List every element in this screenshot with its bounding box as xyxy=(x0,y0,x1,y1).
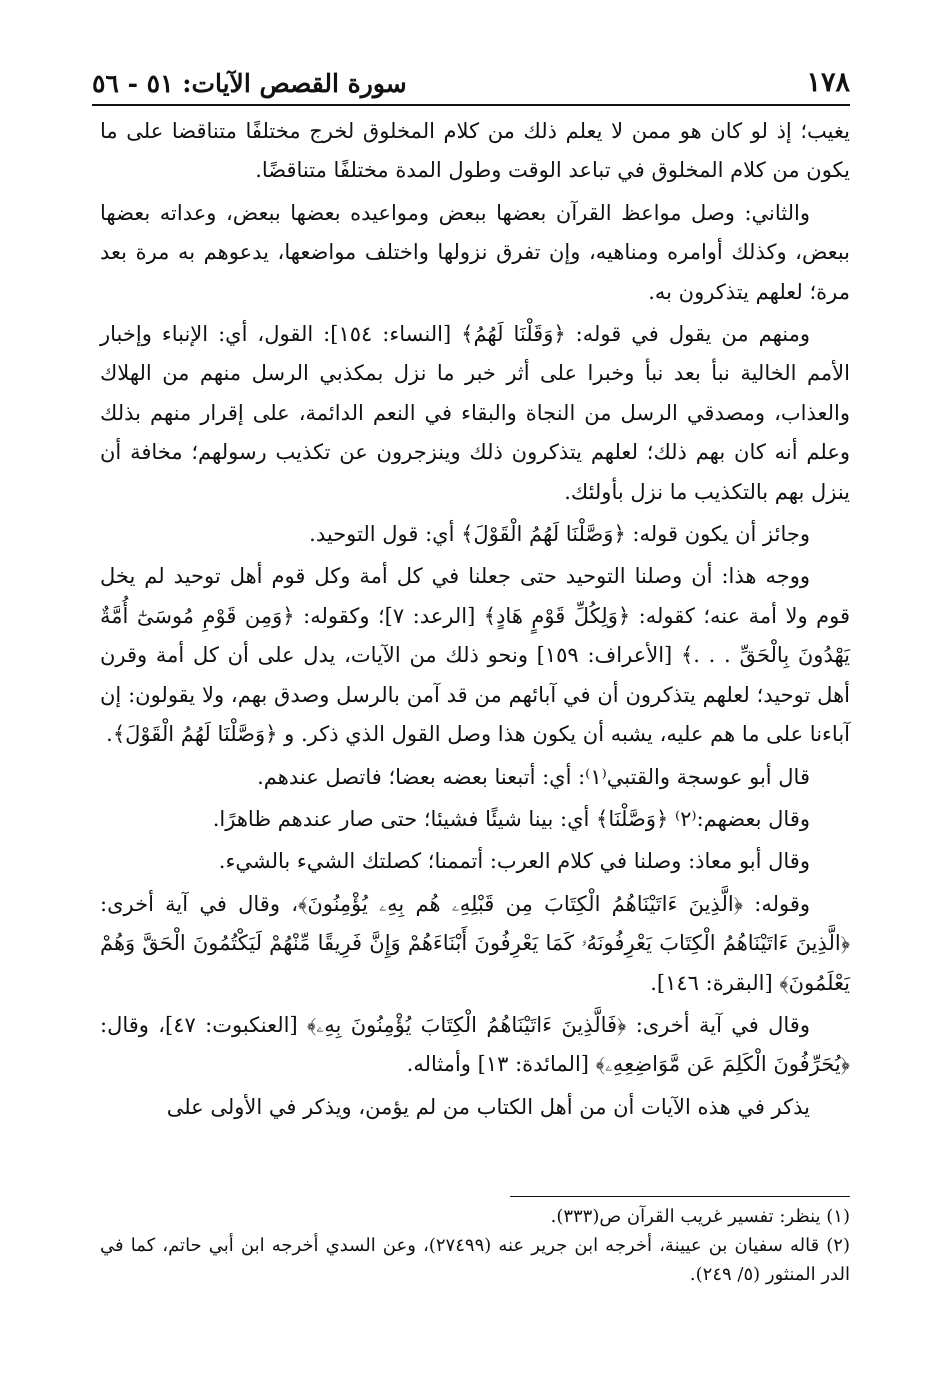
paragraph: وجائز أن يكون قوله: ﴿وَصَّلْنَا لَهُمُ الْقَوْلَ﴾ أي: قول التوحيد. xyxy=(309,522,810,547)
paragraph: وقال بعضهم:⁽٢⁾ ﴿وَصَّلْنَا﴾ أي: بينا شيئًا فشيئا؛ حتى صار عندهم ظاهرًا. xyxy=(212,806,810,831)
paragraph: والثاني: وصل مواعظ القرآن بعضها ببعض ومواعيده بعضها ببعض، وعداته بعضها ببعض، وكذلك أوامره ومناهيه، وإن تفرق نزولها واختلف مواضعها، يدعوهم به مرة بعد مرة؛ لعلهم يتذكرون به. xyxy=(100,200,850,304)
paragraph: وقال أبو معاذ: وصلنا في كلام العرب: أتممنا؛ كصلتك الشيء بالشيء. xyxy=(218,849,810,874)
paragraph: قال أبو عوسجة والقتبي⁽١⁾: أي: أتبعنا بعضه بعضا؛ فاتصل عندهم. xyxy=(257,764,810,789)
paragraph: يغيب؛ إذ لو كان هو ممن لا يعلم ذلك من كلام المخلوق لخرج مختلفًا متناقضا على ما يكون من كلام المخلوق في تباعد الوقت وطول المدة مختلفًا متناقضًا. xyxy=(100,119,850,183)
footnote-divider xyxy=(510,1196,850,1197)
paragraph: يذكر في هذه الآيات أن من أهل الكتاب من لم يؤمن، ويذكر في الأولى على xyxy=(166,1094,810,1119)
paragraph: وقال في آية أخرى: ﴿فَالَّذِينَ ءَاتَيْنَاهُمُ الْكِتَابَ يُؤْمِنُونَ بِهِۦ﴾ [العنكبوت: ٤٧]، وقال: ﴿يُحَرِّفُونَ الْكَلِمَ عَن مَّوَاضِعِهِۦ﴾ [المائدة: ١٣] وأمثاله. xyxy=(100,1012,850,1077)
footnote: (١) ينظر: تفسير غريب القرآن ص(٣٣٣). xyxy=(550,1206,850,1227)
paragraph: ووجه هذا: أن وصلنا التوحيد حتى جعلنا في كل أمة وكل قوم أهل توحيد لم يخل قوم ولا أمة عنه؛ كقوله: ﴿وَلِكُلِّ قَوْمٍ هَادٍ﴾ [الرعد: ٧]؛ وكقوله: ﴿وَمِن قَوْمِ مُوسَىٰٓ أُمَّةٌ يَهْدُونَ بِالْحَقِّ . . .﴾ [الأعراف: ١٥٩] ونحو ذلك من الآيات، يدل على أن كل أمة وقرن أهل توحيد؛ لعلهم يتذكرون أن في آبائهم من قد آمن بالرسل وصدق بهم، ولا يقولون: إن آباءنا على ما هم عليه، يشبه أن يكون هذا وصل القول الذي ذكر. و ﴿وَصَّلْنَا لَهُمُ الْقَوْلَ﴾. xyxy=(100,564,851,747)
main-text xyxy=(100,112,850,1130)
footnotes xyxy=(100,1202,850,1289)
paragraph: وقوله: ﴿الَّذِينَ ءَاتَيْنَاهُمُ الْكِتَابَ مِن قَبْلِهِۦ هُم بِهِۦ يُؤْمِنُونَ﴾، وقال في آية أخرى: ﴿الَّذِينَ ءَاتَيْنَاهُمُ الْكِتَابَ يَعْرِفُونَهُۥ كَمَا يَعْرِفُونَ أَبْنَاءَهُمْ وَإِنَّ فَرِيقًا مِّنْهُمْ لَيَكْتُمُونَ الْحَقَّ وَهُمْ يَعْلَمُونَ﴾ [البقرة: ١٤٦]. xyxy=(100,891,850,995)
page-header xyxy=(92,58,850,98)
header-divider xyxy=(92,104,850,106)
footnote: (٢) قاله سفيان بن عيينة، أخرجه ابن جرير عنه (٢٧٤٩٩)، وعن السدي أخرجه ابن أبي حاتم، كما في الدر المنثور (٥/ ٢٤٩). xyxy=(100,1235,850,1285)
paragraph: ومنهم من يقول في قوله: ﴿وَقَلْنَا لَهُمُ﴾ [النساء: ١٥٤]: القول، أي: الإنباء وإخبار الأمم الخالية نبأ بعد نبأ وخبرا على أثر خبر ما نزل بمكذبي الرسل منهم من الهلاك والعذاب، ومصدقي الرسل من النجاة والبقاء في النعم الدائمة، على إقرار منهم بذلك وعلم أنه كان بهم ذلك؛ لعلهم يتذكرون ذلك وينزجرون عن تكذيب رسولهم؛ مخافة أن ينزل بهم بالتكذيب ما نزل بأولئك. xyxy=(100,322,850,504)
page-number: ١٧٨ xyxy=(806,67,850,98)
running-title: سورة القصص الآيات: ٥١ - ٥٦ xyxy=(92,69,407,98)
